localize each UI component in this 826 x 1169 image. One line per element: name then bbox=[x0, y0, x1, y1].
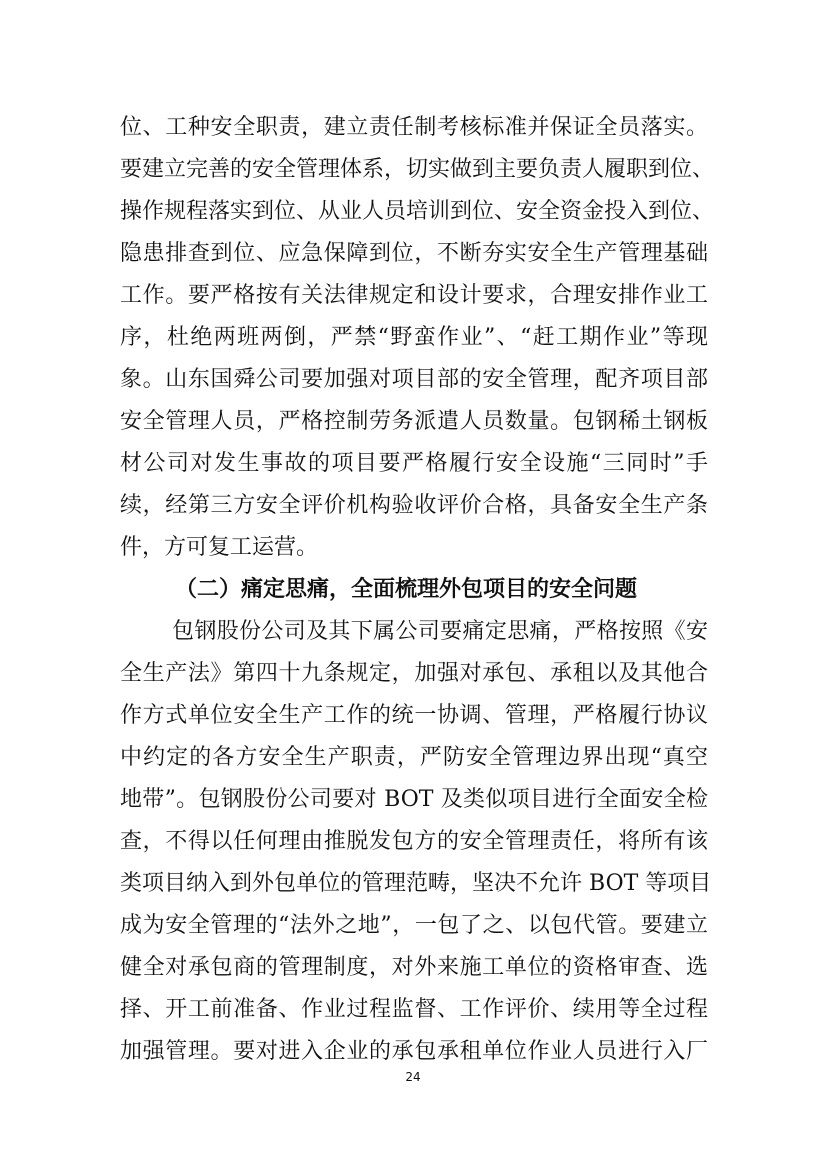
text-line: 件，方可复工运营。 bbox=[120, 535, 319, 560]
document-body bbox=[120, 107, 715, 1073]
text-line: 类项目纳入到外包单位的管理范畴，坚决不允许 BOT 等项目 bbox=[120, 871, 712, 896]
text-line: 序，杜绝两班两倒，严禁“野蛮作业”、“赶工期作业”等现 bbox=[120, 325, 708, 350]
text-line: 查，不得以任何理由推脱发包方的安全管理责任，将所有该 bbox=[120, 829, 708, 854]
text-line: 加强管理。要对进入企业的承包承租单位作业人员进行入厂 bbox=[120, 1039, 708, 1064]
text-line: 作方式单位安全生产工作的统一协调、管理，严格履行协议 bbox=[120, 703, 708, 728]
text-line: 全生产法》第四十九条规定，加强对承包、承租以及其他合 bbox=[120, 661, 708, 686]
text-line: 材公司对发生事故的项目要严格履行安全设施“三同时”手 bbox=[120, 451, 708, 476]
text-line: 操作规程落实到位、从业人员培训到位、安全资金投入到位、 bbox=[120, 199, 715, 224]
text-line: 安全管理人员，严格控制劳务派遣人员数量。包钢稀土钢板 bbox=[120, 409, 708, 434]
text-line: 中约定的各方安全生产职责，严防安全管理边界出现“真空 bbox=[120, 745, 708, 770]
paragraph-1 bbox=[120, 107, 715, 569]
text-line: 成为安全管理的“法外之地”，一包了之、以包代管。要建立 bbox=[120, 913, 708, 938]
paragraph-2 bbox=[120, 611, 712, 1073]
page-number: 24 bbox=[405, 1070, 421, 1084]
text-line: 健全对承包商的管理制度，对外来施工单位的资格审查、选 bbox=[120, 955, 708, 980]
text-line: 地带”。包钢股份公司要对 BOT 及类似项目进行全面安全检 bbox=[120, 787, 708, 812]
text-line: 续，经第三方安全评价机构验收评价合格，具备安全生产条 bbox=[120, 493, 708, 518]
section-heading: （二）痛定思痛，全面梳理外包项目的安全问题 bbox=[175, 577, 638, 602]
text-line: 象。山东国舜公司要加强对项目部的安全管理，配齐项目部 bbox=[120, 367, 708, 392]
text-line: 择、开工前准备、作业过程监督、工作评价、续用等全过程 bbox=[120, 997, 708, 1022]
text-line: 位、工种安全职责，建立责任制考核标准并保证全员落实。 bbox=[120, 115, 708, 140]
text-line: 包钢股份公司及其下属公司要痛定思痛，严格按照《安 bbox=[172, 619, 708, 644]
text-line: 隐患排查到位、应急保障到位，不断夯实安全生产管理基础 bbox=[120, 241, 708, 266]
text-line: 要建立完善的安全管理体系，切实做到主要负责人履职到位、 bbox=[120, 157, 715, 182]
text-line: 工作。要严格按有关法律规定和设计要求，合理安排作业工 bbox=[120, 283, 708, 308]
